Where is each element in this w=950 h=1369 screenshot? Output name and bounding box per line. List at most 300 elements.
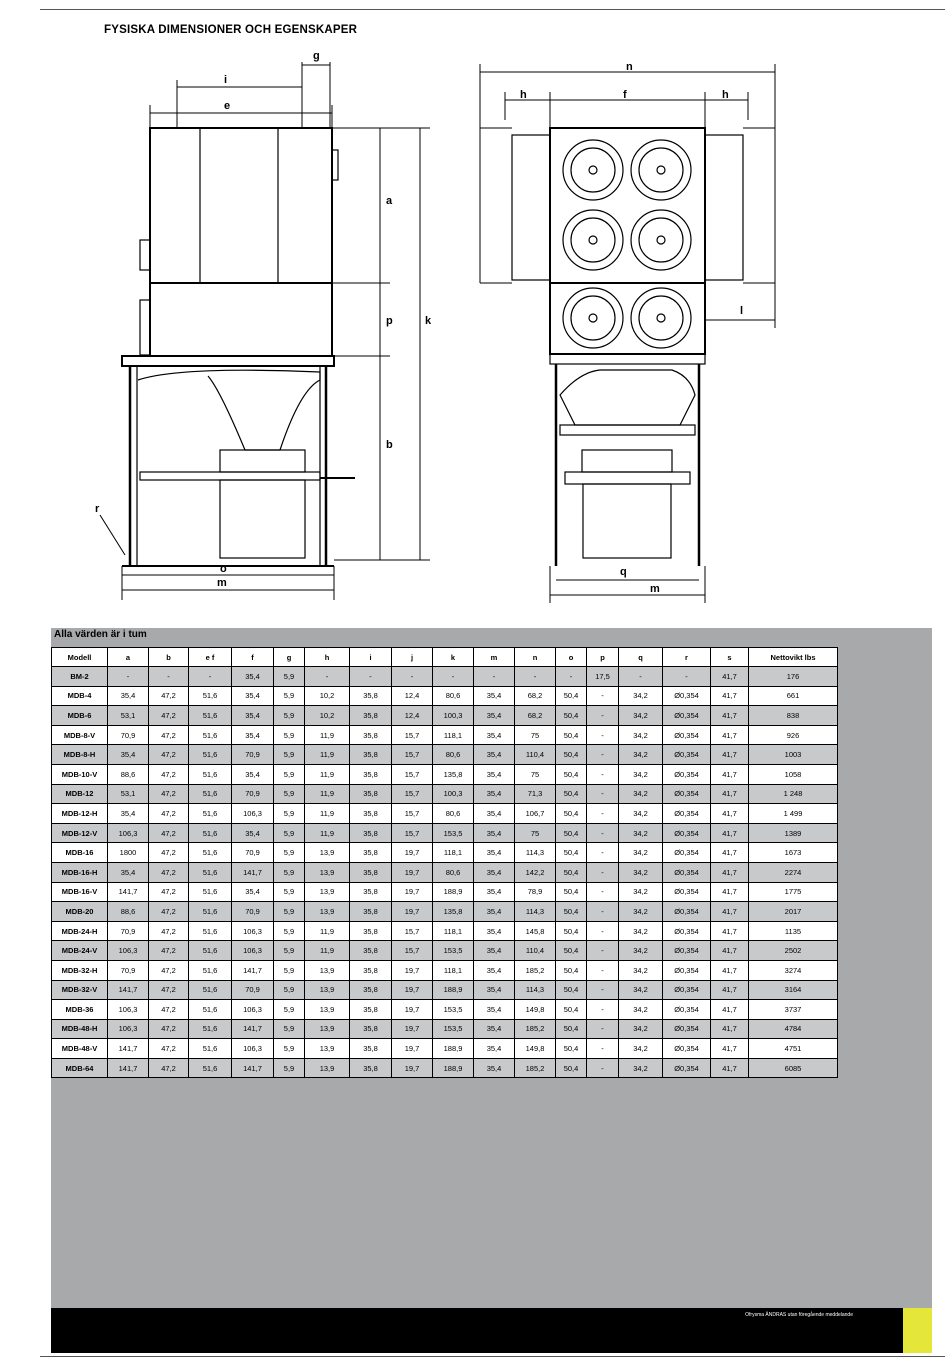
- value-cell: 5,9: [274, 921, 305, 941]
- value-cell: 34,2: [619, 725, 663, 745]
- value-cell: 41,7: [711, 745, 749, 765]
- value-cell: Ø0,354: [663, 784, 711, 804]
- value-cell: 5,9: [274, 784, 305, 804]
- value-cell: 51,6: [189, 764, 232, 784]
- value-cell: -: [619, 667, 663, 687]
- column-header: s: [711, 648, 749, 667]
- value-cell: 80,6: [433, 745, 474, 765]
- model-cell: MDB-16-H: [52, 862, 108, 882]
- value-cell: 35,8: [350, 843, 392, 863]
- value-cell: 88,6: [108, 764, 149, 784]
- value-cell: 41,7: [711, 1039, 749, 1059]
- value-cell: 6085: [749, 1058, 838, 1078]
- table-heading: Alla värden är i tum: [54, 629, 147, 640]
- value-cell: 15,7: [392, 804, 433, 824]
- model-cell: MDB-20: [52, 902, 108, 922]
- value-cell: 50,4: [556, 725, 587, 745]
- dim-label-g: g: [313, 50, 320, 62]
- value-cell: Ø0,354: [663, 1058, 711, 1078]
- value-cell: 114,3: [515, 980, 556, 1000]
- value-cell: 106,7: [515, 804, 556, 824]
- value-cell: 47,2: [149, 706, 189, 726]
- value-cell: 11,9: [305, 823, 350, 843]
- value-cell: 15,7: [392, 764, 433, 784]
- value-cell: 70,9: [232, 980, 274, 1000]
- value-cell: 141,7: [108, 882, 149, 902]
- value-cell: 50,4: [556, 764, 587, 784]
- value-cell: 35,4: [108, 686, 149, 706]
- value-cell: -: [587, 686, 619, 706]
- value-cell: 34,2: [619, 902, 663, 922]
- value-cell: 13,9: [305, 1000, 350, 1020]
- value-cell: -: [587, 941, 619, 961]
- value-cell: 35,4: [108, 862, 149, 882]
- value-cell: 50,4: [556, 1019, 587, 1039]
- value-cell: 106,3: [232, 804, 274, 824]
- value-cell: 34,2: [619, 921, 663, 941]
- value-cell: Ø0,354: [663, 686, 711, 706]
- accent-block: [903, 1308, 932, 1353]
- table-body: [52, 667, 838, 1078]
- value-cell: 35,8: [350, 862, 392, 882]
- dim-label-b: b: [386, 439, 393, 451]
- value-cell: Ø0,354: [663, 1019, 711, 1039]
- value-cell: 100,3: [433, 706, 474, 726]
- value-cell: 41,7: [711, 784, 749, 804]
- value-cell: 185,2: [515, 1019, 556, 1039]
- dim-label-o: o: [220, 563, 227, 575]
- value-cell: 51,6: [189, 941, 232, 961]
- page-title: FYSISKA DIMENSIONER OCH EGENSKAPER: [104, 22, 358, 36]
- value-cell: 35,4: [108, 804, 149, 824]
- value-cell: -: [587, 823, 619, 843]
- value-cell: 50,4: [556, 686, 587, 706]
- value-cell: 19,7: [392, 960, 433, 980]
- value-cell: Ø0,354: [663, 1000, 711, 1020]
- value-cell: 34,2: [619, 843, 663, 863]
- value-cell: -: [663, 667, 711, 687]
- value-cell: 35,4: [232, 667, 274, 687]
- value-cell: 118,1: [433, 960, 474, 980]
- value-cell: 110,4: [515, 941, 556, 961]
- value-cell: 51,6: [189, 980, 232, 1000]
- value-cell: Ø0,354: [663, 862, 711, 882]
- value-cell: 35,8: [350, 804, 392, 824]
- table-row: [52, 902, 838, 922]
- value-cell: Ø0,354: [663, 960, 711, 980]
- dim-label-f: f: [623, 89, 627, 101]
- side-view-labels: [95, 50, 432, 589]
- value-cell: 5,9: [274, 725, 305, 745]
- value-cell: 141,7: [232, 1058, 274, 1078]
- value-cell: 41,7: [711, 725, 749, 745]
- value-cell: 34,2: [619, 1039, 663, 1059]
- front-view-drawing: [512, 128, 743, 566]
- value-cell: 35,4: [474, 745, 515, 765]
- value-cell: 141,7: [232, 960, 274, 980]
- model-cell: MDB-32-V: [52, 980, 108, 1000]
- value-cell: 51,6: [189, 902, 232, 922]
- value-cell: 13,9: [305, 1039, 350, 1059]
- value-cell: 5,9: [274, 843, 305, 863]
- value-cell: 34,2: [619, 1019, 663, 1039]
- value-cell: 41,7: [711, 764, 749, 784]
- value-cell: 70,9: [232, 902, 274, 922]
- value-cell: 106,3: [108, 1000, 149, 1020]
- value-cell: 78,9: [515, 882, 556, 902]
- model-cell: MDB-16-V: [52, 882, 108, 902]
- value-cell: 13,9: [305, 980, 350, 1000]
- value-cell: 35,4: [474, 1000, 515, 1020]
- model-cell: MDB-48-H: [52, 1019, 108, 1039]
- value-cell: 10,2: [305, 686, 350, 706]
- value-cell: 50,4: [556, 960, 587, 980]
- value-cell: 35,4: [474, 804, 515, 824]
- value-cell: 47,2: [149, 784, 189, 804]
- dim-label-i: i: [224, 74, 228, 86]
- value-cell: -: [189, 667, 232, 687]
- value-cell: 53,1: [108, 706, 149, 726]
- value-cell: 5,9: [274, 804, 305, 824]
- value-cell: 51,6: [189, 706, 232, 726]
- value-cell: 35,8: [350, 921, 392, 941]
- value-cell: 2502: [749, 941, 838, 961]
- value-cell: -: [587, 980, 619, 1000]
- value-cell: 142,2: [515, 862, 556, 882]
- value-cell: -: [587, 1000, 619, 1020]
- value-cell: 5,9: [274, 862, 305, 882]
- value-cell: 35,8: [350, 706, 392, 726]
- value-cell: -: [587, 725, 619, 745]
- value-cell: 35,4: [474, 706, 515, 726]
- value-cell: 118,1: [433, 843, 474, 863]
- value-cell: Ø0,354: [663, 725, 711, 745]
- table-row: [52, 1039, 838, 1059]
- value-cell: 11,9: [305, 745, 350, 765]
- bottom-rule: [40, 1356, 945, 1357]
- value-cell: -: [587, 843, 619, 863]
- value-cell: Ø0,354: [663, 804, 711, 824]
- value-cell: 35,4: [232, 706, 274, 726]
- value-cell: 15,7: [392, 941, 433, 961]
- value-cell: 50,4: [556, 745, 587, 765]
- value-cell: 188,9: [433, 1058, 474, 1078]
- value-cell: 153,5: [433, 1019, 474, 1039]
- value-cell: 106,3: [232, 921, 274, 941]
- value-cell: 35,4: [474, 1058, 515, 1078]
- value-cell: 70,9: [108, 921, 149, 941]
- value-cell: 47,2: [149, 960, 189, 980]
- value-cell: 51,6: [189, 882, 232, 902]
- value-cell: Ø0,354: [663, 843, 711, 863]
- value-cell: 13,9: [305, 862, 350, 882]
- value-cell: 141,7: [108, 1058, 149, 1078]
- value-cell: 5,9: [274, 1000, 305, 1020]
- value-cell: 11,9: [305, 784, 350, 804]
- value-cell: 106,3: [108, 941, 149, 961]
- dim-label-m-front: m: [650, 583, 660, 595]
- value-cell: 19,7: [392, 1058, 433, 1078]
- table-row: [52, 784, 838, 804]
- value-cell: 149,8: [515, 1000, 556, 1020]
- model-cell: MDB-24-V: [52, 941, 108, 961]
- value-cell: -: [587, 1039, 619, 1059]
- value-cell: -: [587, 1058, 619, 1078]
- column-header: o: [556, 648, 587, 667]
- value-cell: 35,4: [474, 725, 515, 745]
- value-cell: 661: [749, 686, 838, 706]
- value-cell: 35,4: [474, 960, 515, 980]
- value-cell: 35,4: [474, 784, 515, 804]
- value-cell: 50,4: [556, 921, 587, 941]
- value-cell: 185,2: [515, 1058, 556, 1078]
- value-cell: 838: [749, 706, 838, 726]
- value-cell: 41,7: [711, 921, 749, 941]
- value-cell: 35,4: [232, 882, 274, 902]
- value-cell: 110,4: [515, 745, 556, 765]
- value-cell: 35,4: [474, 1019, 515, 1039]
- value-cell: 15,7: [392, 823, 433, 843]
- value-cell: 19,7: [392, 1019, 433, 1039]
- value-cell: 106,3: [232, 941, 274, 961]
- value-cell: 47,2: [149, 1019, 189, 1039]
- value-cell: -: [515, 667, 556, 687]
- value-cell: -: [587, 960, 619, 980]
- value-cell: 68,2: [515, 706, 556, 726]
- value-cell: 41,7: [711, 686, 749, 706]
- value-cell: -: [305, 667, 350, 687]
- value-cell: 153,5: [433, 1000, 474, 1020]
- value-cell: 35,4: [474, 823, 515, 843]
- value-cell: 41,7: [711, 941, 749, 961]
- column-header: Nettovikt lbs: [749, 648, 838, 667]
- value-cell: 35,8: [350, 941, 392, 961]
- value-cell: 75: [515, 764, 556, 784]
- value-cell: 12,4: [392, 706, 433, 726]
- value-cell: 35,4: [474, 902, 515, 922]
- value-cell: 185,2: [515, 960, 556, 980]
- value-cell: 13,9: [305, 843, 350, 863]
- value-cell: 50,4: [556, 902, 587, 922]
- value-cell: 50,4: [556, 1000, 587, 1020]
- value-cell: 1 499: [749, 804, 838, 824]
- value-cell: 141,7: [232, 1019, 274, 1039]
- front-view-dimensions: [480, 64, 775, 603]
- value-cell: 51,6: [189, 745, 232, 765]
- value-cell: 13,9: [305, 902, 350, 922]
- value-cell: 926: [749, 725, 838, 745]
- value-cell: 114,3: [515, 902, 556, 922]
- value-cell: Ø0,354: [663, 823, 711, 843]
- table-row: [52, 1019, 838, 1039]
- value-cell: 47,2: [149, 921, 189, 941]
- value-cell: 34,2: [619, 960, 663, 980]
- dim-label-r: r: [95, 503, 100, 515]
- value-cell: 41,7: [711, 706, 749, 726]
- value-cell: 17,5: [587, 667, 619, 687]
- value-cell: 50,4: [556, 804, 587, 824]
- footer-text: Ofrysma ÄNDRAS utan föregående meddelande: [745, 1312, 853, 1318]
- value-cell: -: [587, 706, 619, 726]
- value-cell: 19,7: [392, 843, 433, 863]
- value-cell: 1003: [749, 745, 838, 765]
- value-cell: 50,4: [556, 1058, 587, 1078]
- value-cell: 35,8: [350, 686, 392, 706]
- dim-label-k: k: [425, 315, 432, 327]
- value-cell: 50,4: [556, 706, 587, 726]
- value-cell: -: [392, 667, 433, 687]
- value-cell: 41,7: [711, 1058, 749, 1078]
- value-cell: 35,4: [474, 686, 515, 706]
- value-cell: 51,6: [189, 1039, 232, 1059]
- value-cell: 35,4: [232, 764, 274, 784]
- value-cell: 75: [515, 823, 556, 843]
- value-cell: 50,4: [556, 862, 587, 882]
- value-cell: 51,6: [189, 862, 232, 882]
- value-cell: 135,8: [433, 764, 474, 784]
- value-cell: 5,9: [274, 980, 305, 1000]
- table-row: [52, 764, 838, 784]
- model-cell: MDB-12-V: [52, 823, 108, 843]
- value-cell: 106,3: [108, 823, 149, 843]
- value-cell: 50,4: [556, 823, 587, 843]
- value-cell: 47,2: [149, 823, 189, 843]
- value-cell: 11,9: [305, 921, 350, 941]
- dim-label-a: a: [386, 195, 393, 207]
- value-cell: 35,8: [350, 784, 392, 804]
- value-cell: 35,8: [350, 960, 392, 980]
- value-cell: 47,2: [149, 745, 189, 765]
- column-header: h: [305, 648, 350, 667]
- value-cell: 34,2: [619, 804, 663, 824]
- value-cell: 15,7: [392, 725, 433, 745]
- dim-label-l: l: [740, 305, 744, 317]
- value-cell: 51,6: [189, 843, 232, 863]
- value-cell: 88,6: [108, 902, 149, 922]
- table-row: [52, 960, 838, 980]
- value-cell: 15,7: [392, 921, 433, 941]
- value-cell: 47,2: [149, 804, 189, 824]
- value-cell: 15,7: [392, 745, 433, 765]
- value-cell: 47,2: [149, 980, 189, 1000]
- value-cell: 4784: [749, 1019, 838, 1039]
- value-cell: 34,2: [619, 686, 663, 706]
- value-cell: 35,8: [350, 902, 392, 922]
- value-cell: 5,9: [274, 941, 305, 961]
- value-cell: 80,6: [433, 804, 474, 824]
- model-cell: BM-2: [52, 667, 108, 687]
- value-cell: 35,8: [350, 823, 392, 843]
- value-cell: 41,7: [711, 823, 749, 843]
- value-cell: 35,4: [232, 725, 274, 745]
- front-view-labels: [520, 61, 743, 595]
- value-cell: 106,3: [232, 1039, 274, 1059]
- value-cell: 41,7: [711, 862, 749, 882]
- value-cell: 118,1: [433, 921, 474, 941]
- table-row: [52, 686, 838, 706]
- value-cell: 10,2: [305, 706, 350, 726]
- value-cell: 114,3: [515, 843, 556, 863]
- value-cell: 3737: [749, 1000, 838, 1020]
- value-cell: 50,4: [556, 784, 587, 804]
- table-row: [52, 667, 838, 687]
- value-cell: 1389: [749, 823, 838, 843]
- value-cell: 41,7: [711, 1019, 749, 1039]
- value-cell: 1 248: [749, 784, 838, 804]
- value-cell: 35,8: [350, 725, 392, 745]
- value-cell: 50,4: [556, 1039, 587, 1059]
- value-cell: 176: [749, 667, 838, 687]
- model-cell: MDB-8-V: [52, 725, 108, 745]
- table-row: [52, 882, 838, 902]
- value-cell: 35,4: [474, 764, 515, 784]
- value-cell: Ø0,354: [663, 921, 711, 941]
- value-cell: 50,4: [556, 882, 587, 902]
- value-cell: 51,6: [189, 784, 232, 804]
- model-cell: MDB-6: [52, 706, 108, 726]
- column-header: g: [274, 648, 305, 667]
- value-cell: 47,2: [149, 882, 189, 902]
- value-cell: 47,2: [149, 764, 189, 784]
- column-header: r: [663, 648, 711, 667]
- value-cell: 70,9: [232, 784, 274, 804]
- value-cell: 15,7: [392, 784, 433, 804]
- value-cell: 5,9: [274, 1058, 305, 1078]
- value-cell: 141,7: [232, 862, 274, 882]
- value-cell: 19,7: [392, 980, 433, 1000]
- column-header: m: [474, 648, 515, 667]
- table-row: [52, 941, 838, 961]
- value-cell: Ø0,354: [663, 980, 711, 1000]
- value-cell: 47,2: [149, 1039, 189, 1059]
- value-cell: 35,4: [474, 1039, 515, 1059]
- value-cell: 118,1: [433, 725, 474, 745]
- value-cell: 188,9: [433, 882, 474, 902]
- model-cell: MDB-4: [52, 686, 108, 706]
- value-cell: -: [587, 745, 619, 765]
- value-cell: 12,4: [392, 686, 433, 706]
- value-cell: 13,9: [305, 882, 350, 902]
- value-cell: 34,2: [619, 980, 663, 1000]
- value-cell: 13,9: [305, 960, 350, 980]
- value-cell: 34,2: [619, 882, 663, 902]
- column-header: p: [587, 648, 619, 667]
- value-cell: 11,9: [305, 941, 350, 961]
- column-header: b: [149, 648, 189, 667]
- dim-label-h-right: h: [722, 89, 729, 101]
- value-cell: 106,3: [232, 1000, 274, 1020]
- column-header: q: [619, 648, 663, 667]
- value-cell: 1058: [749, 764, 838, 784]
- value-cell: 50,4: [556, 980, 587, 1000]
- value-cell: 35,4: [232, 686, 274, 706]
- table-row: [52, 1000, 838, 1020]
- value-cell: 80,6: [433, 686, 474, 706]
- value-cell: 153,5: [433, 823, 474, 843]
- column-header: Modell: [52, 648, 108, 667]
- value-cell: 5,9: [274, 882, 305, 902]
- model-cell: MDB-10-V: [52, 764, 108, 784]
- value-cell: 47,2: [149, 862, 189, 882]
- table-row: [52, 843, 838, 863]
- value-cell: 34,2: [619, 706, 663, 726]
- value-cell: -: [108, 667, 149, 687]
- value-cell: 3164: [749, 980, 838, 1000]
- column-header: i: [350, 648, 392, 667]
- column-header: f: [232, 648, 274, 667]
- value-cell: 34,2: [619, 823, 663, 843]
- column-header: a: [108, 648, 149, 667]
